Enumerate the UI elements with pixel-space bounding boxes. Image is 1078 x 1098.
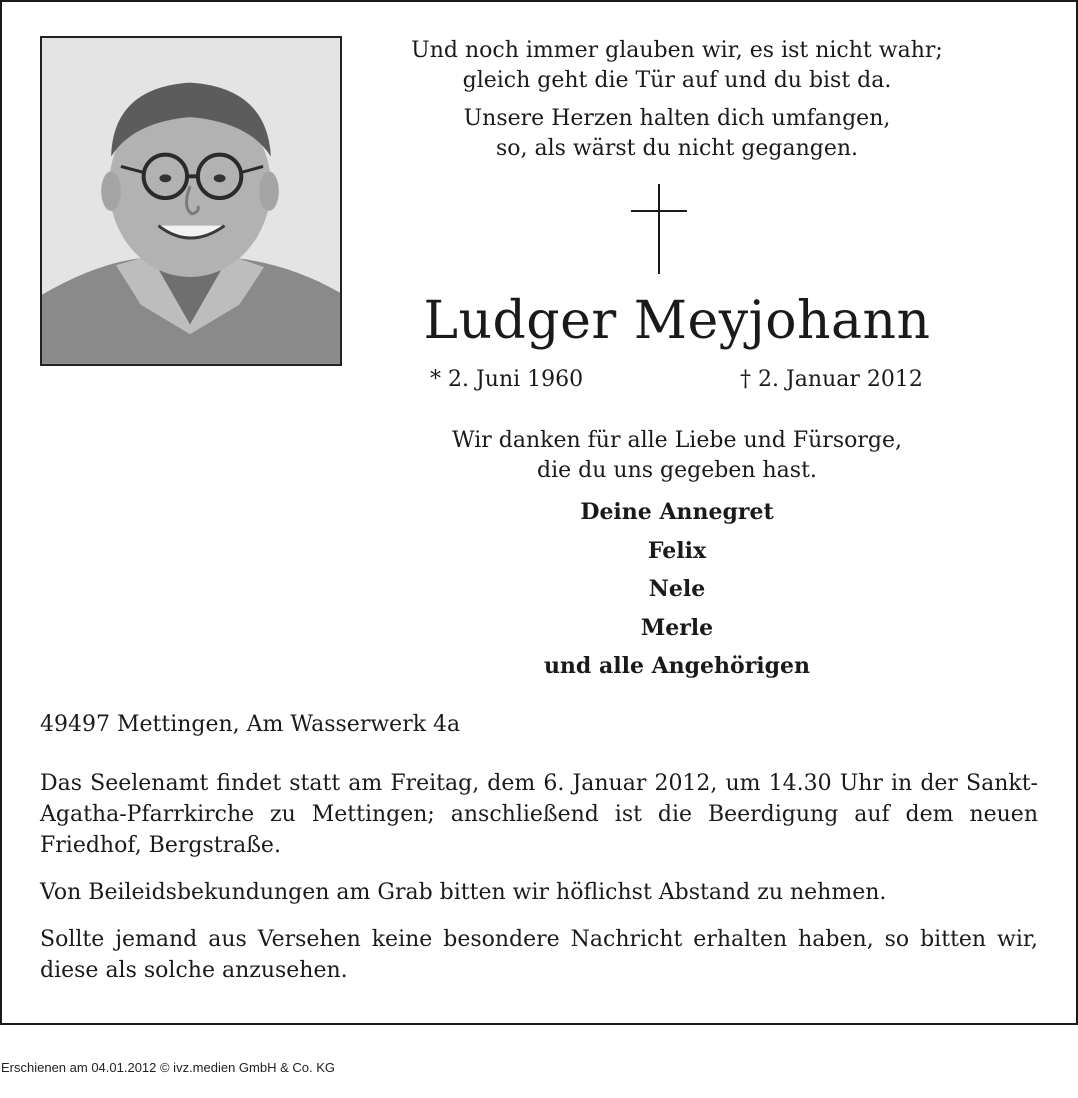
family-member: Deine Annegret [580, 499, 774, 525]
thanks-text [357, 426, 997, 486]
publication-footer: Erschienen am 04.01.2012 © ivz.medien GmbH & Co. KG [1, 1060, 336, 1075]
deceased-name: Ludger Meyjohann [423, 291, 931, 351]
portrait-photo [40, 36, 342, 366]
no-notice-note: Sollte jemand aus Versehen keine besondere Nachricht erhalten haben, so bitten wir, diese als solche anzusehen. [40, 927, 1038, 983]
address: 49497 Mettingen, Am Wasserwerk 4a [40, 712, 461, 737]
family-member: Felix [647, 537, 707, 564]
funeral-notice: Das Seelenamt findet statt am Freitag, dem 6. Januar 2012, um 14.30 Uhr in der Sankt-Agatha-Pfarrkirche zu Mettingen; anschließend ist die Beerdigung auf dem neuen Friedhof, Bergstraße. [40, 771, 1038, 858]
thanks-line: Wir danken für alle Liebe und Fürsorge, [452, 428, 902, 453]
portrait-image [42, 38, 340, 364]
condolence-notice: Von Beileidsbekundungen am Grab bitten wir höflichst Abstand zu nehmen. [40, 880, 887, 905]
family-signatures [357, 493, 997, 686]
family-member: und alle Angehörigen [543, 653, 811, 679]
cross-icon [631, 184, 687, 274]
verse-line: gleich geht die Tür auf und du bist da. [462, 68, 892, 93]
death-date: † 2. Januar 2012 [740, 367, 923, 392]
verse-line: Unsere Herzen halten dich umfangen, [463, 106, 891, 131]
verse [357, 36, 997, 164]
birth-date: * 2. Juni 1960 [430, 367, 584, 392]
verse-line: Und noch immer glauben wir, es ist nicht wahr; [411, 38, 943, 63]
family-member: Merle [640, 614, 714, 641]
family-member: Nele [648, 576, 706, 602]
thanks-line: die du uns gegeben hast. [537, 458, 817, 483]
verse-line: so, als wärst du nicht gegangen. [495, 136, 859, 161]
